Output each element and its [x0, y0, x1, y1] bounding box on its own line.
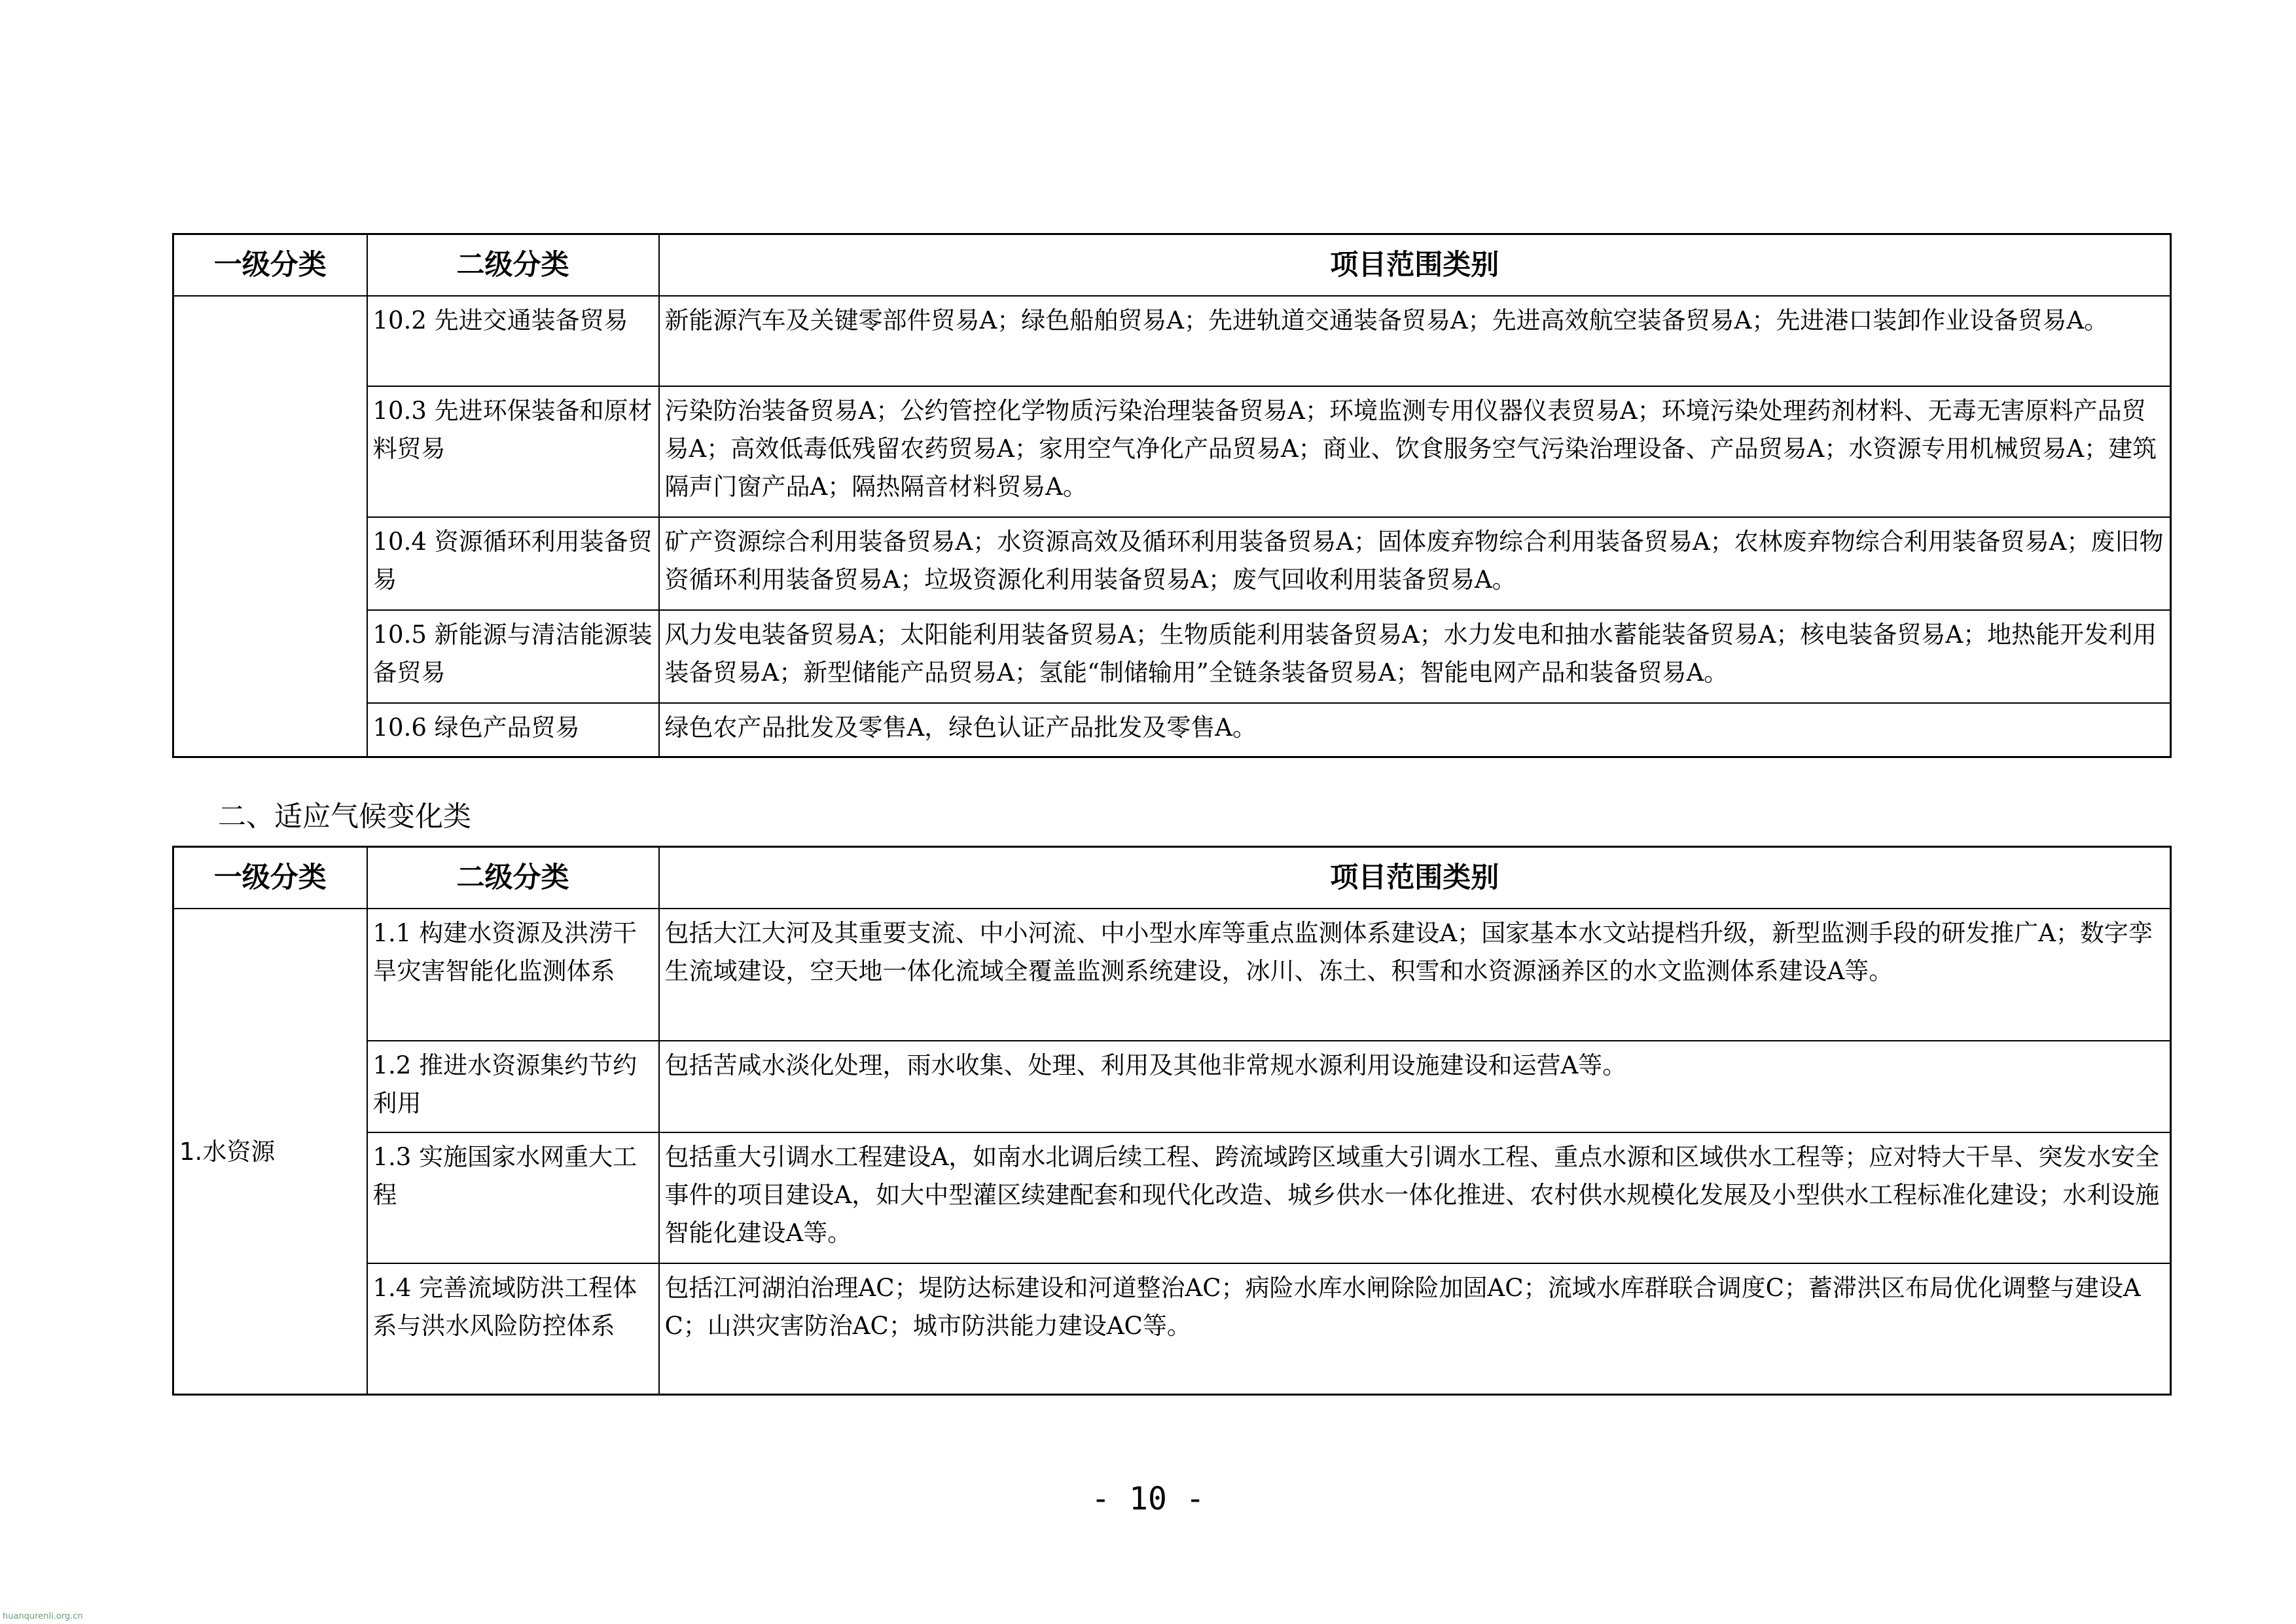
- secondary-category-cell: 10.3 先进环保装备和原材料贸易: [367, 386, 659, 517]
- scope-cell: 新能源汽车及关键零部件贸易A；绿色船舶贸易A；先进轨道交通装备贸易A；先进高效航空装备贸易A；先进港口装卸作业设备贸易A。: [659, 296, 2171, 386]
- section-title: 二、适应气候变化类: [218, 801, 471, 833]
- table-row: [173, 1041, 2171, 1132]
- table-row: [173, 610, 2171, 703]
- scope-cell: 污染防治装备贸易A；公约管控化学物质污染治理装备贸易A；环境监测专用仪器仪表贸易A；环境污染处理药剂材料、无毒无害原料产品贸易A；高效低毒低残留农药贸易A；家用空气净化产品贸易A；商业、饮食服务空气污染治理设备、产品贸易A；水资源专用机械贸易A；建筑隔声门窗产品A；隔热隔音材料贸易A。: [659, 386, 2171, 517]
- table-row: [173, 1132, 2171, 1263]
- column-header-scope: 项目范围类别: [659, 234, 2171, 297]
- table-industrial-trade: [172, 233, 2172, 758]
- secondary-category-cell: 1.4 完善流域防洪工程体系与洪水风险防控体系: [367, 1263, 659, 1395]
- table-row: [173, 386, 2171, 517]
- secondary-category-cell: 10.4 资源循环利用装备贸易: [367, 517, 659, 610]
- table-row: [173, 1263, 2171, 1395]
- table-row: [173, 909, 2171, 1041]
- watermark: huanqurenli.org.cn: [3, 1612, 83, 1621]
- secondary-category-cell: 10.5 新能源与清洁能源装备贸易: [367, 610, 659, 703]
- table-row: [173, 703, 2171, 757]
- secondary-category-cell: 10.6 绿色产品贸易: [367, 703, 659, 757]
- table-row: [173, 296, 2171, 386]
- column-header-scope: 项目范围类别: [659, 847, 2171, 909]
- secondary-category-cell: 1.1 构建水资源及洪涝干旱灾害智能化监测体系: [367, 909, 659, 1041]
- secondary-category-cell: 1.3 实施国家水网重大工程: [367, 1132, 659, 1263]
- table-header-row: [173, 847, 2171, 909]
- table-header-row: [173, 234, 2171, 297]
- scope-cell: 包括大江大河及其重要支流、中小河流、中小型水库等重点监测体系建设A；国家基本水文站提档升级，新型监测手段的研发推广A；数字孪生流域建设，空天地一体化流域全覆盖监测系统建设，冰川、冻土、积雪和水资源涵养区的水文监测体系建设A等。: [659, 909, 2171, 1041]
- scope-cell: 包括重大引调水工程建设A，如南水北调后续工程、跨流域跨区域重大引调水工程、重点水源和区域供水工程等；应对特大干旱、突发水安全事件的项目建设A，如大中型灌区续建配套和现代化改造、城乡供水一体化推进、农村供水规模化发展及小型供水工程标准化建设；水利设施智能化建设A等。: [659, 1132, 2171, 1263]
- scope-cell: 包括江河湖泊治理AC；堤防达标建设和河道整治AC；病险水库水闸除险加固AC；流域水库群联合调度C；蓄滞洪区布局优化调整与建设AC；山洪灾害防治AC；城市防洪能力建设AC等。: [659, 1263, 2171, 1395]
- primary-category-cell: 1.水资源: [173, 909, 367, 1395]
- scope-cell: 绿色农产品批发及零售A，绿色认证产品批发及零售A。: [659, 703, 2171, 757]
- column-header-secondary: 二级分类: [367, 234, 659, 297]
- secondary-category-cell: 10.2 先进交通装备贸易: [367, 296, 659, 386]
- column-header-secondary: 二级分类: [367, 847, 659, 909]
- secondary-category-cell: 1.2 推进水资源集约节约利用: [367, 1041, 659, 1132]
- page-number: - 10 -: [1091, 1481, 1205, 1517]
- table-climate-adaptation: [172, 846, 2172, 1396]
- scope-cell: 风力发电装备贸易A；太阳能利用装备贸易A；生物质能利用装备贸易A；水力发电和抽水蓄能装备贸易A；核电装备贸易A；地热能开发利用装备贸易A；新型储能产品贸易A；氢能“制储输用”全链条装备贸易A；智能电网产品和装备贸易A。: [659, 610, 2171, 703]
- scope-cell: 矿产资源综合利用装备贸易A；水资源高效及循环利用装备贸易A；固体废弃物综合利用装备贸易A；农林废弃物综合利用装备贸易A；废旧物资循环利用装备贸易A；垃圾资源化利用装备贸易A；废气回收利用装备贸易A。: [659, 517, 2171, 610]
- primary-category-cell: [173, 296, 367, 757]
- scope-cell: 包括苦咸水淡化处理，雨水收集、处理、利用及其他非常规水源利用设施建设和运营A等。: [659, 1041, 2171, 1132]
- table-row: [173, 517, 2171, 610]
- column-header-primary: 一级分类: [173, 234, 367, 297]
- column-header-primary: 一级分类: [173, 847, 367, 909]
